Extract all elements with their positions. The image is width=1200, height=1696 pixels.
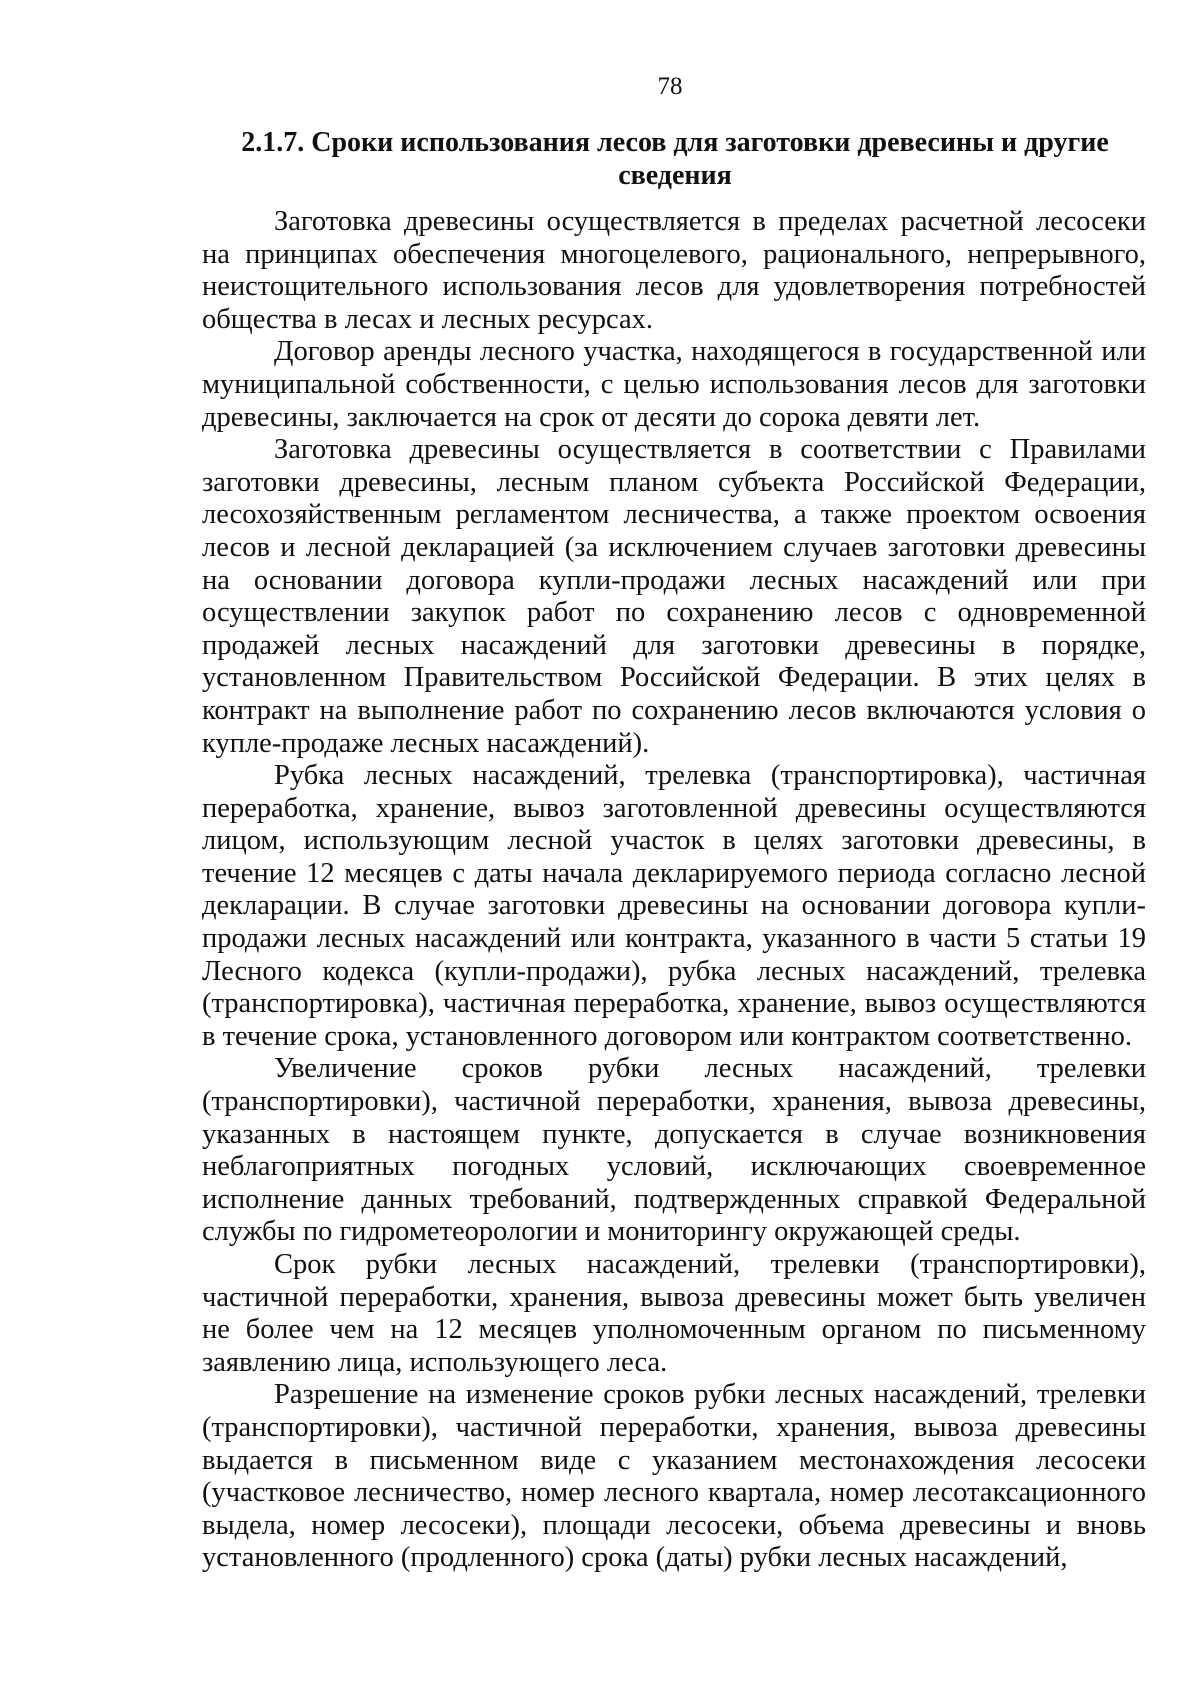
paragraph: Рубка лесных насаждений, трелевка (транспортировка), частичная переработка, хранение, вывоз заготовленной древесины осуществляются лицом, использующим лесной участок в целях заготовки древесины, в течение 12 месяцев с даты начала декларируемого периода согласно лесной декларации. В случае заготовки древесины на основании договора купли-продажи лесных насаждений или контракта, указанного в части 5 статьи 19 Лесного кодекса (купли-продажи), рубка лесных насаждений, трелевка (транспортировка), частичная переработка, хранение, вывоз осуществляются в течение срока, установленного договором или контрактом соответственно. — [202, 760, 1146, 1052]
paragraph: Договор аренды лесного участка, находящегося в государственной или муниципальной собственности, с целью использования лесов для заготовки древесины, заключается на срок от десяти до сорока девяти лет. — [202, 336, 1146, 433]
body-text — [202, 206, 1146, 1575]
paragraph: Заготовка древесины осуществляется в соответствии с Правилами заготовки древесины, лесным планом субъекта Российской Федерации, лесохозяйственным регламентом лесничества, а также проектом освоения лесов и лесной декларацией (за исключением случаев заготовки древесины на основании договора купли-продажи лесных насаждений или при осуществлении закупок работ по сохранению лесов с одновременной продажей лесных насаждений для заготовки древесины в порядке, установленном Правительством Российской Федерации. В этих целях в контракт на выполнение работ по сохранению лесов включаются условия о купле-продаже лесных насаждений). — [202, 434, 1146, 759]
paragraph: Разрешение на изменение сроков рубки лесных насаждений, трелевки (транспортировки), частичной переработки, хранения, вывоза древесины выдается в письменном виде с указанием местонахождения лесосеки (участковое лесничество, номер лесного квартала, номер лесотаксационного выдела, номер лесосеки), площади лесосеки, объема древесины и вновь установленного (продленного) срока (даты) рубки лесных насаждений, — [202, 1379, 1146, 1574]
page-number: 78 — [657, 73, 683, 100]
paragraph: Срок рубки лесных насаждений, трелевки (транспортировки), частичной переработки, хранения, вывоза древесины может быть увеличен не более чем на 12 месяцев уполномоченным органом по письменному заявлению лица, использующего леса. — [202, 1249, 1146, 1378]
section-heading: 2.1.7. Сроки использования лесов для заготовки древесины и другие сведения — [241, 127, 1109, 191]
paragraph: Заготовка древесины осуществляется в пределах расчетной лесосеки на принципах обеспечения многоцелевого, рационального, непрерывного, неистощительного использования лесов для удовлетворения потребностей общества в лесах и лесных ресурсах. — [202, 206, 1146, 335]
paragraph: Увеличение сроков рубки лесных насаждений, трелевки (транспортировки), частичной переработки, хранения, вывоза древесины, указанных в настоящем пункте, допускается в случае возникновения неблагоприятных погодных условий, исключающих своевременное исполнение данных требований, подтвержденных справкой Федеральной службы по гидрометеорологии и мониторингу окружающей среды. — [202, 1053, 1146, 1248]
